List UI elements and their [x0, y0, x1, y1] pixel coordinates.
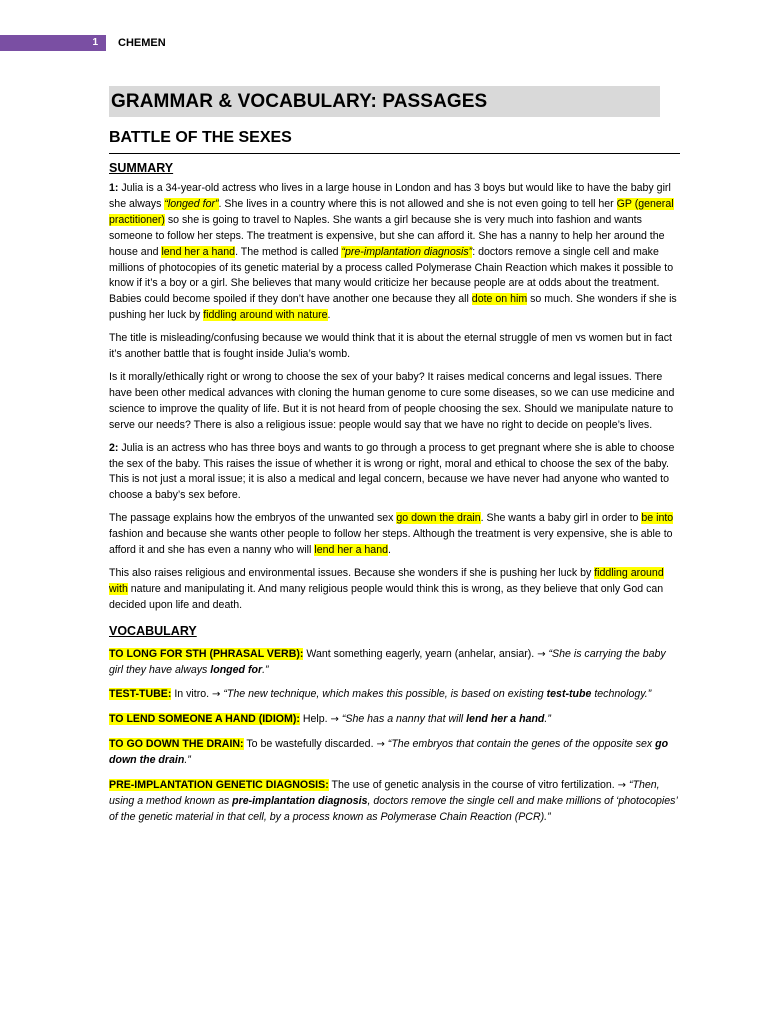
highlight: dote on him: [471, 293, 528, 306]
page-header: [0, 35, 768, 51]
highlight: be into: [641, 512, 674, 525]
running-head: CHEMEN: [118, 37, 166, 49]
arrow-right-icon: →: [212, 689, 221, 701]
example: “The embryos that contain the genes of the opposite sex: [384, 738, 656, 751]
vocabulary-entry: [109, 712, 680, 728]
vocabulary-entry: [109, 687, 680, 703]
arrow-right-icon: →: [376, 739, 385, 751]
example: .”: [544, 713, 551, 726]
highlight: fiddling around with nature: [203, 309, 328, 322]
document-body: [109, 86, 680, 835]
definition: Want something eagerly, yearn (anhelar, ansiar).: [303, 647, 538, 660]
text: . She lives in a country where this is not allowed and she is not even going to tell her: [218, 197, 617, 210]
arrow-right-icon: →: [537, 648, 546, 660]
summary-heading: SUMMARY: [109, 161, 174, 175]
example: “Then, using a method known as: [109, 779, 660, 807]
text: Julia is a 34-year-old actress who lives in a large house in London and has 3 boys but would like to have the baby girl she always: [109, 182, 671, 210]
summary-paragraph-3: Is it morally/ethically right or wrong to choose the sex of your baby? It raises medical concerns and legal issues. There have been other medical advances with cloning the human genome to cure some diseases, so we can use medicine and science to improve the quality of life. But it is not heard from of people choosing the sex. Should we manipulate nature to serve our needs? There is also a religious issue: people would say that we have no right to decide on people’s lives.: [109, 370, 675, 431]
text: nature and manipulating it. And many religious people would think this is wrong, as they believe that only God can decided upon life and death.: [109, 582, 664, 611]
summary-paragraph-5: [109, 511, 680, 559]
passage-title: BATTLE OF THE SEXES: [109, 129, 680, 154]
example: , doctors remove the single cell and make millions of ‘photocopies’ of the genetic material in that cell, by a process known as Polymerase Chain Reaction (PCR).”: [109, 795, 678, 823]
paragraph-number: 1:: [109, 182, 119, 194]
vocabulary-term: TEST-TUBE:: [109, 688, 172, 701]
summary-paragraph-2: The title is misleading/confusing because we would think that it is about the eternal struggle of men vs women but in fact it’s another battle that is fought inside Julia’s womb.: [109, 332, 672, 361]
text: . The method is called: [235, 245, 342, 258]
arrow-right-icon: →: [617, 780, 627, 792]
vocabulary-term: TO LEND SOMEONE A HAND (IDIOM):: [109, 713, 300, 726]
example-keyword: longed for: [210, 663, 263, 676]
summary-paragraph-6: [109, 566, 680, 614]
text: The passage explains how the embryos of the unwanted sex: [109, 512, 397, 525]
definition: The use of genetic analysis in the course of vitro fertilization.: [328, 779, 618, 792]
text: Julia is an actress who has three boys and wants to go through a process to get pregnant where she is able to choose the sex of the baby. This raises the issue of whether it is wrong or right, moral and ethical to choose the sex of the baby. This is not just a moral issue; it is also a medical and legal concern, because we have never had anyone who wanted to choose a baby’s sex before.: [109, 441, 675, 502]
example: .”: [262, 663, 269, 676]
arrow-right-icon: →: [330, 714, 339, 726]
vocabulary-entry: [109, 778, 680, 826]
example-keyword: go down the drain: [109, 738, 669, 767]
highlight: fiddling around with: [109, 566, 664, 595]
vocabulary-term: PRE-IMPLANTATION GENETIC DIAGNOSIS:: [109, 779, 329, 792]
page-number: 1: [0, 35, 106, 51]
example-keyword: lend her a hand: [466, 713, 545, 726]
summary-paragraph-4: [109, 441, 680, 505]
vocabulary-entry: [109, 737, 680, 769]
highlight: “pre-implantation diagnosis”: [341, 245, 473, 258]
example: “She has a nanny that will: [338, 713, 467, 726]
definition: In vitro.: [171, 688, 213, 701]
vocabulary-entry: [109, 647, 680, 679]
text: .: [327, 309, 331, 322]
highlight: “longed for”: [164, 197, 219, 210]
text: fashion and because she wants other people to follow her steps. Although the treatment is very expensive, she is able to afford it and she has even a nanny who will: [109, 528, 673, 557]
page-title: GRAMMAR & VOCABULARY: PASSAGES: [109, 86, 660, 117]
example-keyword: pre-implantation diagnosis: [232, 795, 368, 807]
text: This also raises religious and environmental issues. Because she wonders if she is pushing her luck by: [109, 566, 595, 579]
definition: Help.: [299, 713, 331, 726]
definition: To be wastefully discarded.: [243, 738, 377, 751]
paragraph-number: 2:: [109, 441, 119, 454]
example-keyword: test-tube: [546, 688, 592, 701]
highlight: lend her a hand: [161, 245, 236, 258]
text: so much. She wonders if she is pushing her luck by: [109, 293, 677, 322]
example: “The new technique, which makes this possible, is based on existing: [220, 688, 547, 701]
vocabulary-term: TO LONG FOR STH (PHRASAL VERB):: [109, 647, 304, 660]
text: so she is going to travel to Naples. She wants a girl because she is very much into fashion and wants someone to follow her steps. The treatment is expensive, but she can afford it. She has a nanny to help her around the house and: [109, 213, 665, 258]
vocabulary-heading: VOCABULARY: [109, 623, 197, 638]
example: technology.”: [591, 688, 652, 701]
highlight: go down the drain: [396, 512, 481, 525]
example: .”: [184, 754, 191, 767]
highlight: GP (general practitioner): [109, 197, 674, 226]
summary-paragraph-1: [109, 181, 680, 324]
text: .: [387, 544, 391, 557]
example: “She is carrying the baby girl they have always: [109, 647, 666, 676]
vocabulary-term: TO GO DOWN THE DRAIN:: [109, 738, 244, 751]
text: . She wants a baby girl in order to: [480, 512, 642, 525]
text: : doctors remove a single cell and make millions of photocopies of its genetic material by a process called Polymerase Chain Reaction which makes it possible to know if it’s a boy or a girl. She believes that many would criticize her because people are at odds about the treatment. Babies could become spoiled if they don’t have another one because they all: [109, 245, 674, 306]
highlight: lend her a hand: [314, 544, 388, 557]
